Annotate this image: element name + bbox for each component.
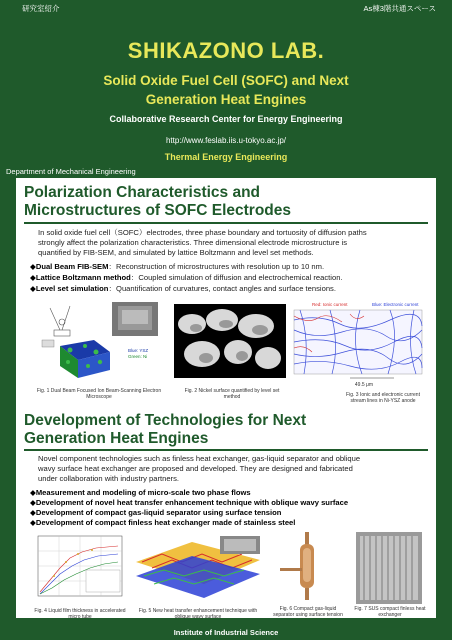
- location-label: As棟3階共通スペース: [363, 4, 436, 13]
- section2-title: Development of Technologies for Next Generation Heat Engines: [24, 412, 307, 447]
- section2-underline: [24, 449, 428, 451]
- section2-bullet-1: ◆Measurement and modeling of micro-scale two phase flows: [30, 488, 251, 497]
- section1-title: Polarization Characteristics and Microstructures of SOFC Electrodes: [24, 184, 292, 219]
- fig1-image: [30, 300, 162, 378]
- fig1-ysz-label: Blue: YSZ: [128, 348, 149, 353]
- subtitle-line-2: Generation Heat Engines: [145, 92, 307, 107]
- fig6-image: [272, 530, 342, 604]
- section1-bullet-1: ◆Dual Beam FIB-SEM：Reconstruction of microstructures with resolution up to 10 nm.: [30, 262, 325, 271]
- section2-bullet-4: ◆Development of compact finless heat exchanger made of stainless steel: [30, 518, 296, 527]
- fig7-image: [352, 530, 426, 606]
- section1-bullet-2: ◆Lattice Boltzmann method：Coupled simulation of diffusion and electrochemical reaction.: [30, 273, 343, 282]
- section1-paragraph: In solid oxide fuel cell（SOFC）electrodes, three phase boundary and tortuosity of diffusion paths strongly affect the polarization characteristics. Three dimensional electrode microstructure is quantified by FIB-SEM, and simulated by lattice Boltzmann and level set methods.: [38, 228, 367, 257]
- fig5-caption: Fig. 5 New heat transfer enhancement technique with oblique wavy surface: [138, 608, 258, 620]
- fig6-caption: Fig. 6 Compact gas-liquid separator using surface tension: [273, 606, 343, 618]
- institute-name: Institute of Industrial Science: [173, 628, 279, 637]
- dept-name: Thermal Energy Engineering: [164, 152, 288, 162]
- section2-bullet-3: ◆Development of compact gas-liquid separator using surface tension: [30, 508, 282, 517]
- subtitle-line-1: Solid Oxide Fuel Cell (SOFC) and Next: [103, 73, 349, 88]
- fig4-image: [30, 532, 126, 604]
- fig1-caption: Fig. 1 Dual Beam Focused Ion Beam-Scanning Electron Microscope: [36, 388, 162, 400]
- section2-paragraph: Novel component technologies such as finless heat exchanger, gas-liquid separator and oblique wavy surface heat exchanger are proposed and developed. They are designed and fabricated under collaboration with industry partners.: [38, 454, 361, 483]
- fig4-caption: Fig. 4 Liquid film thickness in accelerated micro tube: [34, 608, 126, 620]
- section1-underline: [24, 222, 428, 224]
- lab-title: SHIKAZONO LAB.: [127, 38, 325, 63]
- department-label: Department of Mechanical Engineering: [6, 167, 136, 176]
- section1-bullet-3: ◆Level set simulation：Quantification of curvatures, contact angles and surface tensions.: [30, 284, 336, 293]
- fig3-scale: 49.5 μm: [354, 382, 374, 388]
- research-center: Collaborative Research Center for Energy Engineering: [109, 114, 343, 124]
- fig7-caption: Fig. 7 SUS compact finless heat exchanger: [354, 606, 426, 618]
- intro-label: 研究室紹介: [22, 4, 60, 13]
- fig3-ionic-label: Red: Ionic current: [312, 302, 348, 307]
- fig5-image: [132, 532, 264, 604]
- footer: [0, 618, 452, 640]
- fig3-image: [290, 300, 426, 380]
- fig2-image: [174, 304, 286, 378]
- lab-url[interactable]: http://www.feslab.iis.u-tokyo.ac.jp/: [165, 136, 287, 145]
- fig2-caption: Fig. 2 Nickel surface quantified by level set method: [184, 388, 280, 400]
- fig3-electronic-label: Blue: Electronic current: [372, 302, 419, 307]
- top-bar: [0, 0, 452, 16]
- section2-bullet-2: ◆Development of novel heat transfer enhancement technique with oblique wavy surface: [30, 498, 349, 507]
- fig1-ni-label: Green: Ni: [128, 354, 148, 359]
- fig3-caption: Fig. 3 Ionic and electronic current stream lines in Ni-YSZ anode: [346, 392, 420, 404]
- poster-header: [0, 16, 452, 166]
